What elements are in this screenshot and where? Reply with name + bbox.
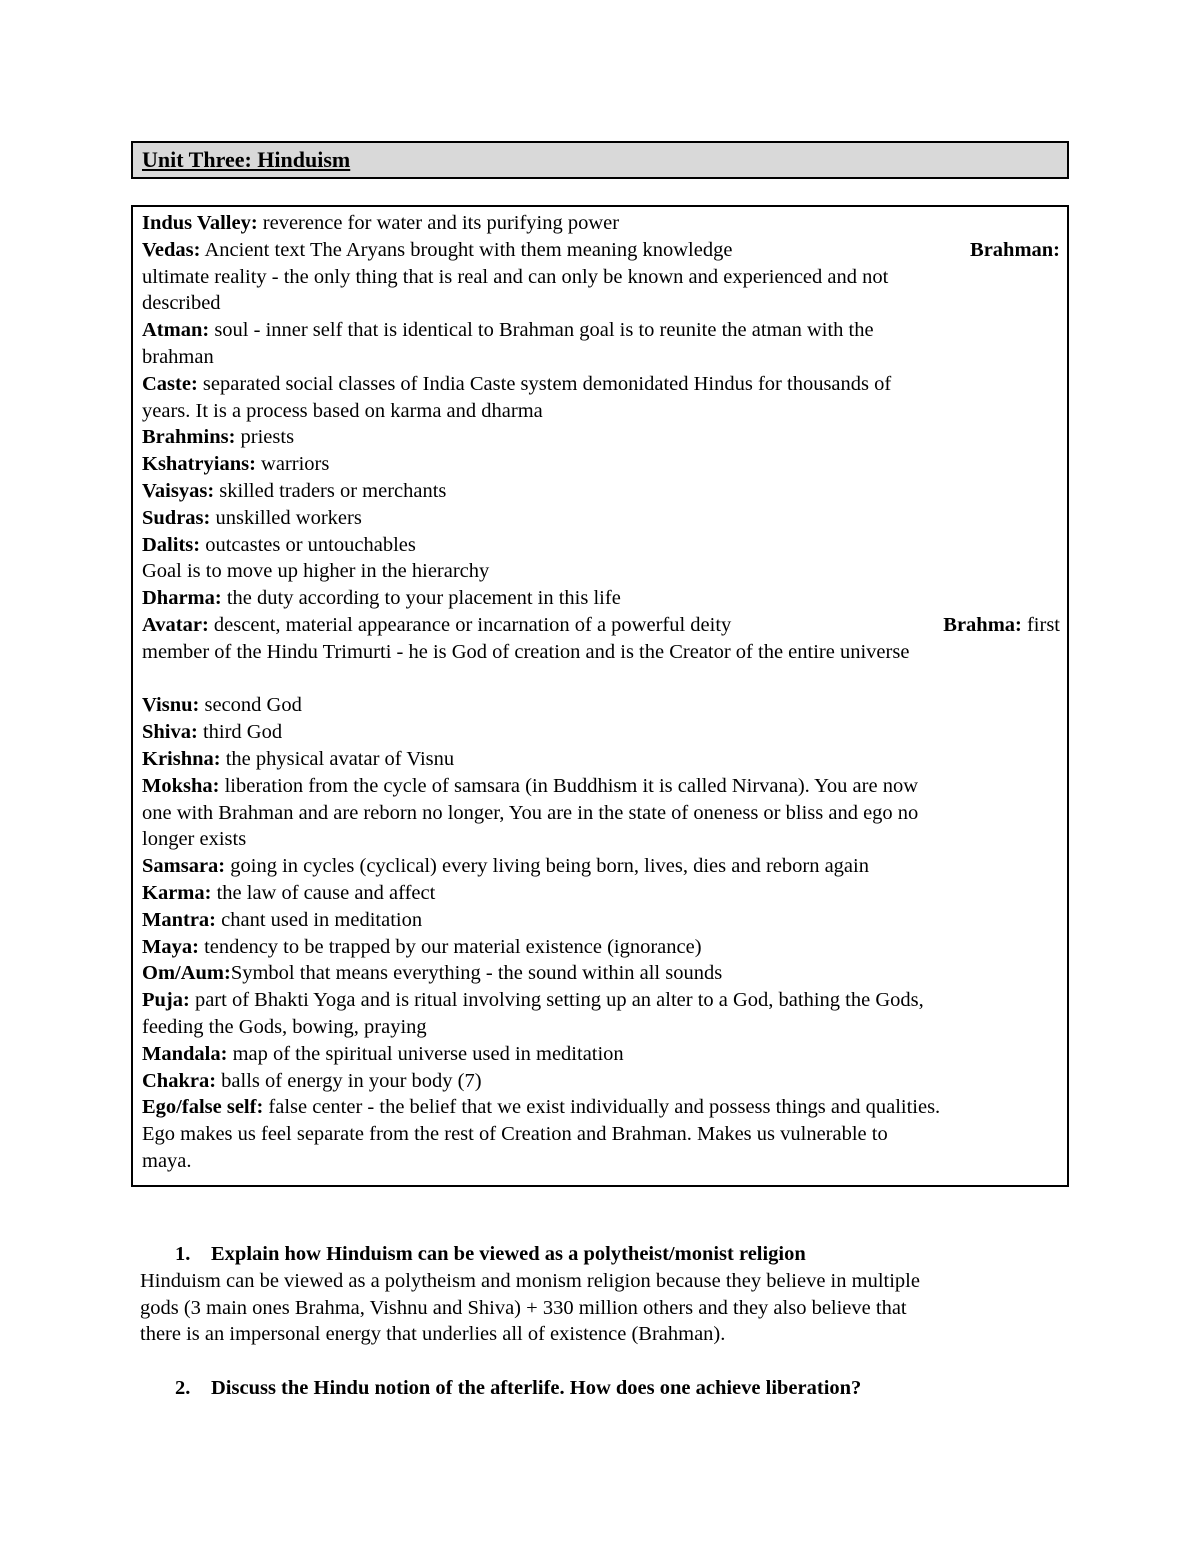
- question-text: Discuss the Hindu notion of the afterlife. How does one achieve liberation?: [211, 1377, 862, 1399]
- definition-line: [142, 290, 1060, 317]
- definition-left: [142, 426, 294, 448]
- definition-left: [142, 802, 918, 824]
- definition-left: [142, 775, 918, 797]
- definition-left: [142, 1043, 624, 1065]
- definition-text: feeding the Gods, bowing, praying: [142, 1015, 427, 1038]
- definition-line: [142, 1068, 1060, 1095]
- definition-left: [142, 882, 435, 904]
- definition-text: brahman: [142, 345, 214, 368]
- definition-text: liberation from the cycle of samsara (in Buddhism it is called Nirvana). You are now: [219, 774, 919, 797]
- definition-left: [142, 1123, 888, 1145]
- definition-line: [142, 987, 1060, 1014]
- definition-term: Brahmins:: [142, 426, 236, 449]
- definition-term: Chakra:: [142, 1069, 217, 1092]
- definition-left: [142, 694, 302, 716]
- definition-text: chant used in meditation: [216, 908, 423, 931]
- question-number: 1.: [175, 1243, 191, 1265]
- definition-text: longer exists: [142, 828, 247, 851]
- definition-left: [142, 560, 489, 582]
- definition-line: [142, 934, 1060, 961]
- definition-term: Brahma:: [943, 613, 1022, 636]
- definition-term: Samsara:: [142, 855, 226, 878]
- definition-left: [142, 962, 722, 984]
- definition-term: Vaisyas:: [142, 479, 215, 502]
- definition-line: [142, 773, 1060, 800]
- definition-term: Krishna:: [142, 747, 221, 770]
- question-2: [175, 1377, 861, 1400]
- definition-line: [142, 1148, 1060, 1175]
- question-number: 2.: [175, 1377, 191, 1399]
- definition-text: the law of cause and affect: [211, 881, 436, 904]
- definition-line: [142, 960, 1060, 987]
- definition-left: [142, 507, 362, 529]
- definition-term: Indus Valley:: [142, 212, 258, 234]
- definition-line: [142, 585, 1060, 612]
- definition-term: Mandala:: [142, 1042, 228, 1065]
- question-text: Explain how Hinduism can be viewed as a polytheist/monist religion: [211, 1243, 806, 1265]
- definition-line: [142, 719, 1060, 746]
- definition-line: [142, 800, 1060, 827]
- definition-term: Kshatryians:: [142, 453, 256, 476]
- definition-line: [142, 692, 1060, 719]
- definition-left: [142, 534, 416, 556]
- definition-right: [943, 612, 1060, 639]
- definition-line: [142, 1094, 1060, 1121]
- definition-text: third God: [197, 721, 283, 744]
- definition-text: separated social classes of India Caste system demonidated Hindus for thousands of: [197, 372, 892, 395]
- definition-text: Ancient text The Aryans brought with them meaning knowledge: [200, 238, 733, 261]
- definition-term: Maya:: [142, 935, 199, 958]
- definition-line: [142, 398, 1060, 425]
- definition-left: [142, 668, 147, 690]
- definition-line: [142, 371, 1060, 398]
- definition-left: [142, 346, 214, 368]
- definition-text: going in cycles (cyclical) every living being born, lives, dies and reborn again: [225, 855, 869, 878]
- definition-text: years. It is a process based on karma and dharma: [142, 399, 543, 422]
- definition-text: skilled traders or merchants: [214, 479, 447, 502]
- definition-text: second God: [199, 694, 302, 717]
- definition-text: balls of energy in your body (7): [216, 1069, 482, 1092]
- definition-line: [142, 1014, 1060, 1041]
- definition-line: [142, 478, 1060, 505]
- definition-left: [142, 1070, 482, 1092]
- definition-term: Ego/false self:: [142, 1096, 264, 1119]
- definition-term: Vedas:: [142, 238, 201, 261]
- definition-term: Puja:: [142, 989, 190, 1012]
- definition-line: [142, 826, 1060, 853]
- definition-line: [142, 612, 1060, 639]
- definition-left: [142, 855, 869, 877]
- definition-left: [142, 1096, 940, 1118]
- definition-text: unskilled workers: [210, 506, 362, 529]
- definition-text: priests: [235, 426, 295, 449]
- definition-left: [142, 453, 329, 475]
- definition-term: Karma:: [142, 881, 212, 904]
- definition-line: [142, 532, 1060, 559]
- unit-title: Unit Three: Hinduism: [142, 147, 351, 172]
- definition-text: member of the Hindu Trimurti - he is God of creation and is the Creator of the entire universe: [142, 640, 910, 663]
- definition-left: [142, 400, 543, 422]
- definition-term: Mantra:: [142, 908, 217, 931]
- question-1: [175, 1243, 806, 1266]
- definition-text: part of Bhakti Yoga and is ritual involving setting up an alter to a God, bathing the Gods,: [189, 989, 924, 1012]
- definition-term: Atman:: [142, 319, 210, 342]
- definition-line: [142, 237, 1060, 264]
- definition-text: Goal is to move up higher in the hierarchy: [142, 560, 490, 583]
- definition-left: [142, 373, 891, 395]
- definition-line: [142, 558, 1060, 585]
- definition-term: Caste:: [142, 372, 198, 395]
- definition-line: [142, 451, 1060, 478]
- definition-term: Brahman:: [970, 238, 1060, 261]
- definition-line: [142, 639, 1060, 666]
- definition-term: Visnu:: [142, 694, 200, 717]
- definition-text: outcastes or untouchables: [200, 533, 416, 556]
- definition-text: the duty according to your placement in this life: [221, 587, 621, 610]
- definition-text: false center - the belief that we exist individually and possess things and qualities.: [263, 1096, 941, 1119]
- definition-text: ultimate reality - the only thing that is real and can only be known and experienced and not: [142, 265, 889, 288]
- definition-line: [142, 666, 1060, 693]
- definition-line: [142, 880, 1060, 907]
- definition-line: [142, 210, 1060, 237]
- definition-left: [142, 1016, 427, 1038]
- definition-text: the physical avatar of Visnu: [220, 747, 455, 770]
- definition-line: [142, 264, 1060, 291]
- unit-title-box: [131, 141, 1069, 179]
- definition-right: [970, 237, 1060, 264]
- definition-left: [142, 587, 621, 609]
- definition-left: [142, 909, 422, 931]
- definition-text: described: [142, 292, 221, 315]
- definition-line: [142, 505, 1060, 532]
- definition-line: [142, 317, 1060, 344]
- definition-left: [142, 612, 731, 639]
- definition-line: [142, 1041, 1060, 1068]
- definition-left: [142, 237, 732, 264]
- definition-line: [142, 746, 1060, 773]
- definition-text: first: [1021, 613, 1060, 636]
- answer-line: there is an impersonal energy that underlies all of existence (Brahman).: [140, 1323, 726, 1345]
- definition-term: Om/Aum:: [142, 962, 231, 985]
- definition-left: [142, 641, 909, 663]
- definition-term: Shiva:: [142, 721, 198, 744]
- definition-term: Sudras:: [142, 506, 211, 529]
- definition-text: descent, material appearance or incarnation of a powerful deity: [208, 613, 732, 636]
- answer-line: gods (3 main ones Brahma, Vishnu and Shiva) + 330 million others and they also believe that: [140, 1296, 907, 1319]
- definition-line: [142, 853, 1060, 880]
- definition-line: [142, 1121, 1060, 1148]
- definition-left: [142, 989, 924, 1011]
- definition-term: Dalits:: [142, 533, 201, 556]
- definition-text: reverence for water and its purifying power: [257, 212, 620, 234]
- definition-left: [142, 1150, 192, 1172]
- definition-left: [142, 480, 446, 502]
- definition-line: [142, 344, 1060, 371]
- definition-left: [142, 266, 888, 288]
- definition-left: [142, 748, 454, 770]
- definition-line: [142, 907, 1060, 934]
- definition-line: [142, 424, 1060, 451]
- definition-left: [142, 292, 221, 314]
- definition-text: [142, 668, 147, 690]
- definition-text: one with Brahman and are reborn no longer, You are in the state of oneness or bliss and ego no: [142, 801, 919, 824]
- definition-text: map of the spiritual universe used in meditation: [227, 1042, 624, 1065]
- definition-left: [142, 828, 246, 850]
- definition-text: Symbol that means everything - the sound within all sounds: [230, 962, 723, 985]
- definition-text: soul - inner self that is identical to Brahman goal is to reunite the atman with the: [209, 319, 874, 342]
- definitions-list: [142, 210, 1060, 1175]
- definition-left: [142, 319, 874, 341]
- definition-term: Moksha:: [142, 774, 220, 797]
- definition-term: Avatar:: [142, 613, 209, 636]
- answer-1: [140, 1268, 1060, 1348]
- definition-text: warriors: [255, 453, 330, 476]
- answer-line: Hinduism can be viewed as a polytheism and monism religion because they believe in multiple: [140, 1270, 920, 1292]
- definitions-box: [131, 205, 1069, 1187]
- definition-left: [142, 721, 282, 743]
- definition-text: tendency to be trapped by our material existence (ignorance): [198, 935, 702, 958]
- definition-left: [142, 936, 702, 958]
- definition-term: Dharma:: [142, 587, 222, 610]
- definition-text: Ego makes us feel separate from the rest of Creation and Brahman. Makes us vulnerable to: [142, 1123, 888, 1146]
- definition-text: maya.: [142, 1149, 192, 1172]
- definition-left: [142, 212, 619, 234]
